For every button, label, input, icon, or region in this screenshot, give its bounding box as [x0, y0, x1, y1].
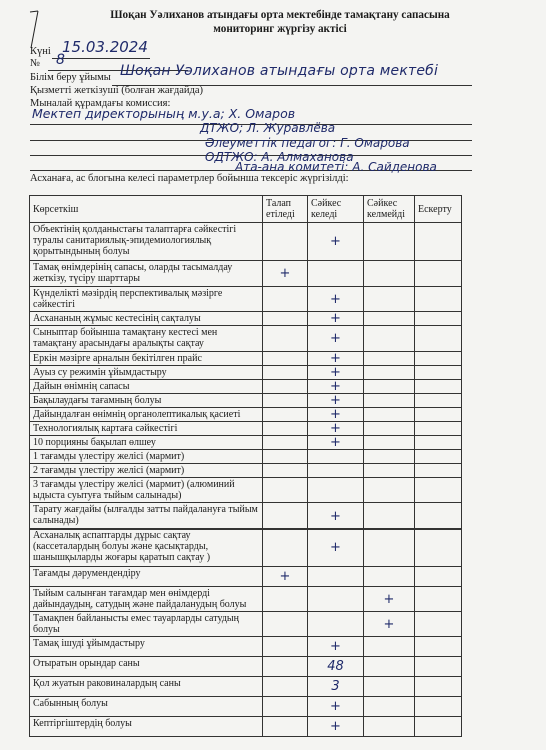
row-compliant-mark	[308, 587, 364, 612]
table-row	[30, 612, 462, 637]
row-noncompliant-mark	[364, 478, 415, 503]
table-row	[30, 450, 462, 464]
row-note	[415, 287, 462, 312]
row-indicator: Қол жуатын раковиналардың саны	[30, 677, 263, 697]
row-compliant-mark: +	[308, 503, 364, 530]
row-required-mark	[263, 326, 308, 352]
row-required-mark	[263, 503, 308, 530]
table-row	[30, 657, 462, 677]
row-compliant-mark: +	[308, 637, 364, 657]
row-note	[415, 717, 462, 737]
row-compliant-mark: +	[308, 436, 364, 450]
commission-member-3: Әлеуметтік педагог: Г. Омарова	[205, 136, 410, 150]
commission-member-4: ОДТЖО: А. Алмаханова	[205, 150, 354, 164]
row-noncompliant-mark	[364, 567, 415, 587]
row-noncompliant-mark	[364, 261, 415, 287]
staff-label: Қызметті жеткізуші (болған жағдайда)	[30, 85, 204, 96]
row-compliant-mark	[308, 612, 364, 637]
row-required-mark	[263, 450, 308, 464]
table-row	[30, 380, 462, 394]
table-row	[30, 287, 462, 312]
table-row	[30, 312, 462, 326]
row-note	[415, 366, 462, 380]
row-compliant-mark	[308, 450, 364, 464]
row-required-mark	[263, 478, 308, 503]
row-noncompliant-mark	[364, 223, 415, 261]
table-row	[30, 326, 462, 352]
row-noncompliant-mark	[364, 697, 415, 717]
date-label: Күні	[30, 46, 51, 57]
inspection-table-1	[29, 195, 462, 530]
row-note	[415, 408, 462, 422]
row-required-mark	[263, 657, 308, 677]
row-note	[415, 637, 462, 657]
row-compliant-mark: +	[308, 287, 364, 312]
row-required-mark	[263, 717, 308, 737]
row-noncompliant-mark	[364, 436, 415, 450]
table-row	[30, 697, 462, 717]
row-note	[415, 567, 462, 587]
row-compliant-mark	[308, 261, 364, 287]
row-note	[415, 352, 462, 366]
row-noncompliant-mark	[364, 352, 415, 366]
row-note	[415, 261, 462, 287]
table-row	[30, 567, 462, 587]
row-compliant-mark: 3	[308, 677, 364, 697]
row-required-mark	[263, 287, 308, 312]
number-label: №	[30, 58, 41, 69]
row-compliant-mark: +	[308, 697, 364, 717]
number-value: 8	[56, 52, 65, 68]
table-row	[30, 436, 462, 450]
row-note	[415, 436, 462, 450]
row-compliant-mark: +	[308, 717, 364, 737]
row-indicator: 10 порцияны бақылап өлшеу	[30, 436, 263, 450]
row-required-mark	[263, 312, 308, 326]
row-indicator: 1 тағамды үлестіру желісі (мармит)	[30, 450, 263, 464]
row-required-mark	[263, 394, 308, 408]
row-required-mark	[263, 223, 308, 261]
row-note	[415, 422, 462, 436]
row-noncompliant-mark	[364, 380, 415, 394]
corner-pen-mark	[28, 10, 42, 50]
row-indicator: Кептіргіштердің болуы	[30, 717, 263, 737]
row-note	[415, 394, 462, 408]
row-compliant-mark: +	[308, 223, 364, 261]
table-header-row	[30, 196, 462, 223]
table-row	[30, 529, 462, 567]
table-row	[30, 478, 462, 503]
row-compliant-mark: +	[308, 422, 364, 436]
title-line-2: мониторинг жүргізу актісі	[213, 23, 347, 35]
table-row	[30, 223, 462, 261]
header-noncompliant: Сәйкес келмейді	[364, 196, 415, 223]
row-indicator: Тамақ ішуді ұйымдастыру	[30, 637, 263, 657]
row-noncompliant-mark	[364, 503, 415, 530]
row-required-mark: +	[263, 567, 308, 587]
row-indicator: Тамақпен байланысты емес тауарларды сатудың болуы	[30, 612, 263, 637]
document-title	[60, 8, 500, 36]
row-compliant-mark: +	[308, 380, 364, 394]
row-indicator: Еркін мәзірге арналын бекітілген прайс	[30, 352, 263, 366]
row-required-mark: +	[263, 261, 308, 287]
row-required-mark	[263, 637, 308, 657]
row-note	[415, 478, 462, 503]
row-compliant-mark	[308, 567, 364, 587]
date-underline	[52, 58, 150, 59]
title-line-1: Шоқан Уәлиханов атындағы орта мектебінде тамақтану сапасына	[110, 9, 450, 21]
row-noncompliant-mark: +	[364, 612, 415, 637]
row-required-mark	[263, 380, 308, 394]
org-label: Білім беру ұйымы	[30, 72, 111, 83]
row-indicator: Дайындалған өнімнің органолептикалық қасиеті	[30, 408, 263, 422]
row-noncompliant-mark	[364, 366, 415, 380]
row-compliant-mark: 48	[308, 657, 364, 677]
row-note	[415, 326, 462, 352]
row-noncompliant-mark	[364, 464, 415, 478]
row-required-mark	[263, 366, 308, 380]
row-compliant-mark: +	[308, 366, 364, 380]
row-indicator: Тамақ өнімдерінің сапасы, оларды тасымалдау жеткізу, түсіру шарттары	[30, 261, 263, 287]
row-indicator: Тарату жағдайы (ылғалды затты пайдалануға тыйым салынады)	[30, 503, 263, 530]
row-noncompliant-mark	[364, 717, 415, 737]
row-required-mark	[263, 464, 308, 478]
row-compliant-mark: +	[308, 394, 364, 408]
row-note	[415, 380, 462, 394]
header-required: Талап етіледі	[263, 196, 308, 223]
row-noncompliant-mark	[364, 408, 415, 422]
row-note	[415, 464, 462, 478]
commission-member-2: ДТЖО; Л. Журавлёва	[200, 121, 336, 135]
row-required-mark	[263, 612, 308, 637]
row-note	[415, 677, 462, 697]
table-row	[30, 352, 462, 366]
header-indicator: Көрсеткіш	[30, 196, 263, 223]
row-compliant-mark: +	[308, 408, 364, 422]
table-row	[30, 394, 462, 408]
row-indicator: Объектінің қолданыстағы талаптарға сәйкестігі туралы санитариялық-эпидемиологиялық қорытындының болуы	[30, 223, 263, 261]
row-indicator: Технологиялық картаға сәйкестігі	[30, 422, 263, 436]
table-row	[30, 261, 462, 287]
table-row	[30, 422, 462, 436]
row-required-mark	[263, 677, 308, 697]
table-row	[30, 464, 462, 478]
row-note	[415, 697, 462, 717]
row-noncompliant-mark	[364, 422, 415, 436]
row-required-mark	[263, 436, 308, 450]
row-compliant-mark: +	[308, 312, 364, 326]
row-indicator: 2 тағамды үлестіру желісі (мармит)	[30, 464, 263, 478]
row-required-mark	[263, 422, 308, 436]
inspection-table-2	[29, 528, 462, 737]
header-note: Ескерту	[415, 196, 462, 223]
row-required-mark	[263, 408, 308, 422]
row-noncompliant-mark: +	[364, 587, 415, 612]
table-row	[30, 637, 462, 657]
row-compliant-mark	[308, 478, 364, 503]
row-note	[415, 312, 462, 326]
row-required-mark	[263, 352, 308, 366]
row-indicator: Бақылаудағы тағамның болуы	[30, 394, 263, 408]
row-indicator: Тыйым салынған тағамдар мен өнімдерді дайындаудың, сатудың және пайдаланудың болуы	[30, 587, 263, 612]
row-note	[415, 529, 462, 567]
row-indicator: Сыныптар бойынша тамақтану кестесі мен тамақтану арасындағы аралықты сақтау	[30, 326, 263, 352]
table-row	[30, 677, 462, 697]
row-required-mark	[263, 587, 308, 612]
table-row	[30, 408, 462, 422]
row-indicator: Сабынның болуы	[30, 697, 263, 717]
row-noncompliant-mark	[364, 312, 415, 326]
row-note	[415, 503, 462, 530]
row-indicator: Асханалық аспаптарды дұрыс сақтау (кассеталардың болуы және қасықтарды, шанышқыларды жоғары қаратып сақтау )	[30, 529, 263, 567]
row-required-mark	[263, 529, 308, 567]
table-row	[30, 717, 462, 737]
row-indicator: Ауыз су режимін ұйымдастыру	[30, 366, 263, 380]
commission-member-5: Ата-ана комитеті: А. Сайденова	[235, 160, 437, 174]
row-noncompliant-mark	[364, 394, 415, 408]
row-indicator: Дайын өнімнің сапасы	[30, 380, 263, 394]
row-note	[415, 657, 462, 677]
row-indicator: Отыратын орындар саны	[30, 657, 263, 677]
header-compliant: Сәйкес келеді	[308, 196, 364, 223]
org-value: Шоқан Уәлиханов атындағы орта мектебі	[120, 63, 439, 79]
row-indicator: Асхананың жұмыс кестесінің сақталуы	[30, 312, 263, 326]
row-noncompliant-mark	[364, 677, 415, 697]
table-row	[30, 587, 462, 612]
row-noncompliant-mark	[364, 637, 415, 657]
row-compliant-mark: +	[308, 326, 364, 352]
table-row	[30, 366, 462, 380]
commission-label: Мыналай құрамдағы комиссия:	[30, 98, 171, 109]
row-indicator: 3 тағамды үлестіру желісі (мармит) (алюминий ыдыста суытуға тыйым салынады)	[30, 478, 263, 503]
row-indicator: Тағамды дәрумендендіру	[30, 567, 263, 587]
row-noncompliant-mark	[364, 450, 415, 464]
row-compliant-mark: +	[308, 529, 364, 567]
row-note	[415, 612, 462, 637]
date-value: 15.03.2024	[62, 38, 148, 56]
row-compliant-mark	[308, 464, 364, 478]
intro-text: Асханаға, ас блогына келесі параметрлер бойынша тексеріс жүргізілді:	[30, 173, 349, 184]
row-note	[415, 450, 462, 464]
row-noncompliant-mark	[364, 657, 415, 677]
row-compliant-mark: +	[308, 352, 364, 366]
row-note	[415, 223, 462, 261]
row-noncompliant-mark	[364, 326, 415, 352]
row-indicator: Күнделікті мәзірдің перспективалық мәзірге сәйкестігі	[30, 287, 263, 312]
row-note	[415, 587, 462, 612]
row-noncompliant-mark	[364, 287, 415, 312]
table-row	[30, 503, 462, 530]
row-required-mark	[263, 697, 308, 717]
commission-member-1: Мектеп директорының м.у.а; Х. Омаров	[32, 106, 296, 121]
row-noncompliant-mark	[364, 529, 415, 567]
